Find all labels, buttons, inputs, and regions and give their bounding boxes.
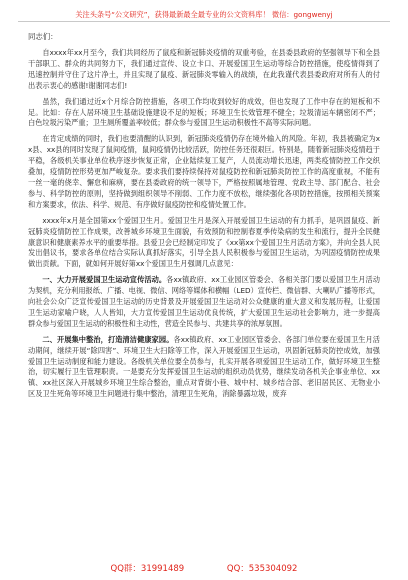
qq-group-label: QQ群：31991489 [110,564,185,574]
paragraph-shortcomings [28,97,380,130]
section-heading: 一、大力开展爱国卫生运动宣传活动。 [42,275,167,285]
paragraph-text: 虽然，我们通过近x个月综合防控措施，各项工作均收到较好的成效，但也发现了工作中存在的短板和不足。比如：存在人居环境卫生基础设施建设不足的短板；环境卫生长效管理不健全；垃圾清运车辆密闭不严；白色垃圾污染严重；卫生厕所覆盖率较低；群众参与爱国卫生运动积极性不高等实际问题。 [28,96,380,128]
header-banner: 关注头条号“公文研究”，获得最新最全最专业的公文资料库！ 微信：gongwenyj [18,8,390,22]
paragraph-situation [28,134,380,210]
paragraph-health-month [28,216,380,271]
paragraph-text: 各xx镇政府、xx工业园区管委会、各相关部门要以爱国卫生月活动为契机，充分利用报纸、广播、电视、微信、网络等媒体和横幅（LED）宣传栏、微信群、大喇叭广播等形式，向社会公众广泛宣传爱国卫生运动的历史背景及开展爱国卫生运动对公众健康的重大意义和发展历程，让爱国卫生运动家喻户晓，人人皆知，大力宣传爱国卫生运动优良传统，扩大爱国卫生运动社会影响力，进一步提高群众参与爱国卫生运动的积极性和主动性，营造全民参与、共建共享的浓厚氛围。 [28,275,380,328]
paragraph-text: 各xx镇政府、xx工业园区管委会、各部门单位要在爱国卫生月活动期间，继续开展“除四害”、环境卫生大扫除等工作，深入开展爱国卫生运动，巩固新冠肺炎防控成效，加强爱国卫生运动制度和能力建设。各级机关单位要全员参与，扎实开展各项爱国卫生运动工作，做好环境卫生整治，切实履行卫生管理职责。一是要充分发挥爱国卫生运动的组织动员优势，继续发动各机关企事业单位、xx镇、xx社区深入开展城乡环境卫生综合整治，重点对背街小巷、城中村、城乡结合部、老旧居民区、无物业小区及卫生死角等环境卫生问题进行集中整治，清理卫生死角，消除暴露垃圾，废弃 [28,334,380,399]
section-heading: 二、开展集中整治，打造清洁健康家园。 [42,334,174,344]
document-body [28,32,380,405]
paragraph-intro [28,48,380,92]
paragraph-point-two [28,335,380,400]
paragraph-point-one [28,275,380,330]
paragraph-text: 在肯定成绩的同时，我们也要清醒的认识到，新冠肺炎疫情仍存在境外输入的风险。年初，我县被确定为xx县、xx县的同时发现了鼠间疫情，鼠间疫情仍比较活跃，防控任务还很艰巨。特别是，随着新冠肺炎疫情趋于平稳，各级机关事业单位秩序逐步恢复正常，企业陆续复工复产，人员流动增长迅速，两类疫情防控工作交织叠加，疫情防控形势更加严峻复杂。要求我们要持续保持对鼠疫防控和新冠肺炎防控工作的高度重视，不能有一丝一毫的侥幸、懈怠和麻痹，要在县委政府的统一领导下，严格按照属地管理、党政主导、部门配合、社会参与、科学防控的原则，坚持做到组织领导不削弱、工作力度不放松，继续强化各项防控措施，按照相关预案和方案要求，依法、科学、规范、有序做好鼠疫防控和疫情处置工作。 [28,134,380,209]
footer-contact [0,562,408,576]
paragraph-text: xxxx年x月是全国第xx个爱国卫生月。爱国卫生月是深入开展爱国卫生运动的有力抓手，是巩固鼠疫、新冠肺炎疫情防控工作成果，改善城乡环境卫生面貌，有效预防和控制春夏季传染病的发生和流行，提升全民健康意识和健康素养水平的重要举措。县爱卫会已经制定印发了《xx第xx个爱国卫生月活动方案》，并向全县人民发出倡议书，要求各单位结合实际认真抓好落实，引导全县人民积极参与爱国卫生运动，为巩固疫情防控成果做出贡献。下面，就如何开展好第xx个爱国卫生月强调几点意见： [28,215,380,269]
greeting: 同志们： [28,32,58,41]
qq-label: QQ：535304092 [226,564,298,574]
paragraph-text: 自xxxx年xx月至今，我们共同经历了鼠疫和新冠肺炎疫情的双重考验，在县委县政府的坚强领导下和全县干部职工、群众的共同努力下，我们通过宣传、设立卡口、开展爱国卫生运动等综合防控措施，使疫情得到了迅速控制并守住了这片净土，并且实现了鼠疫、新冠肺炎零输入的战绩，在此我谨代表县委政府对所有人的付出表示衷心的感谢!谢谢同志们! [28,48,380,90]
